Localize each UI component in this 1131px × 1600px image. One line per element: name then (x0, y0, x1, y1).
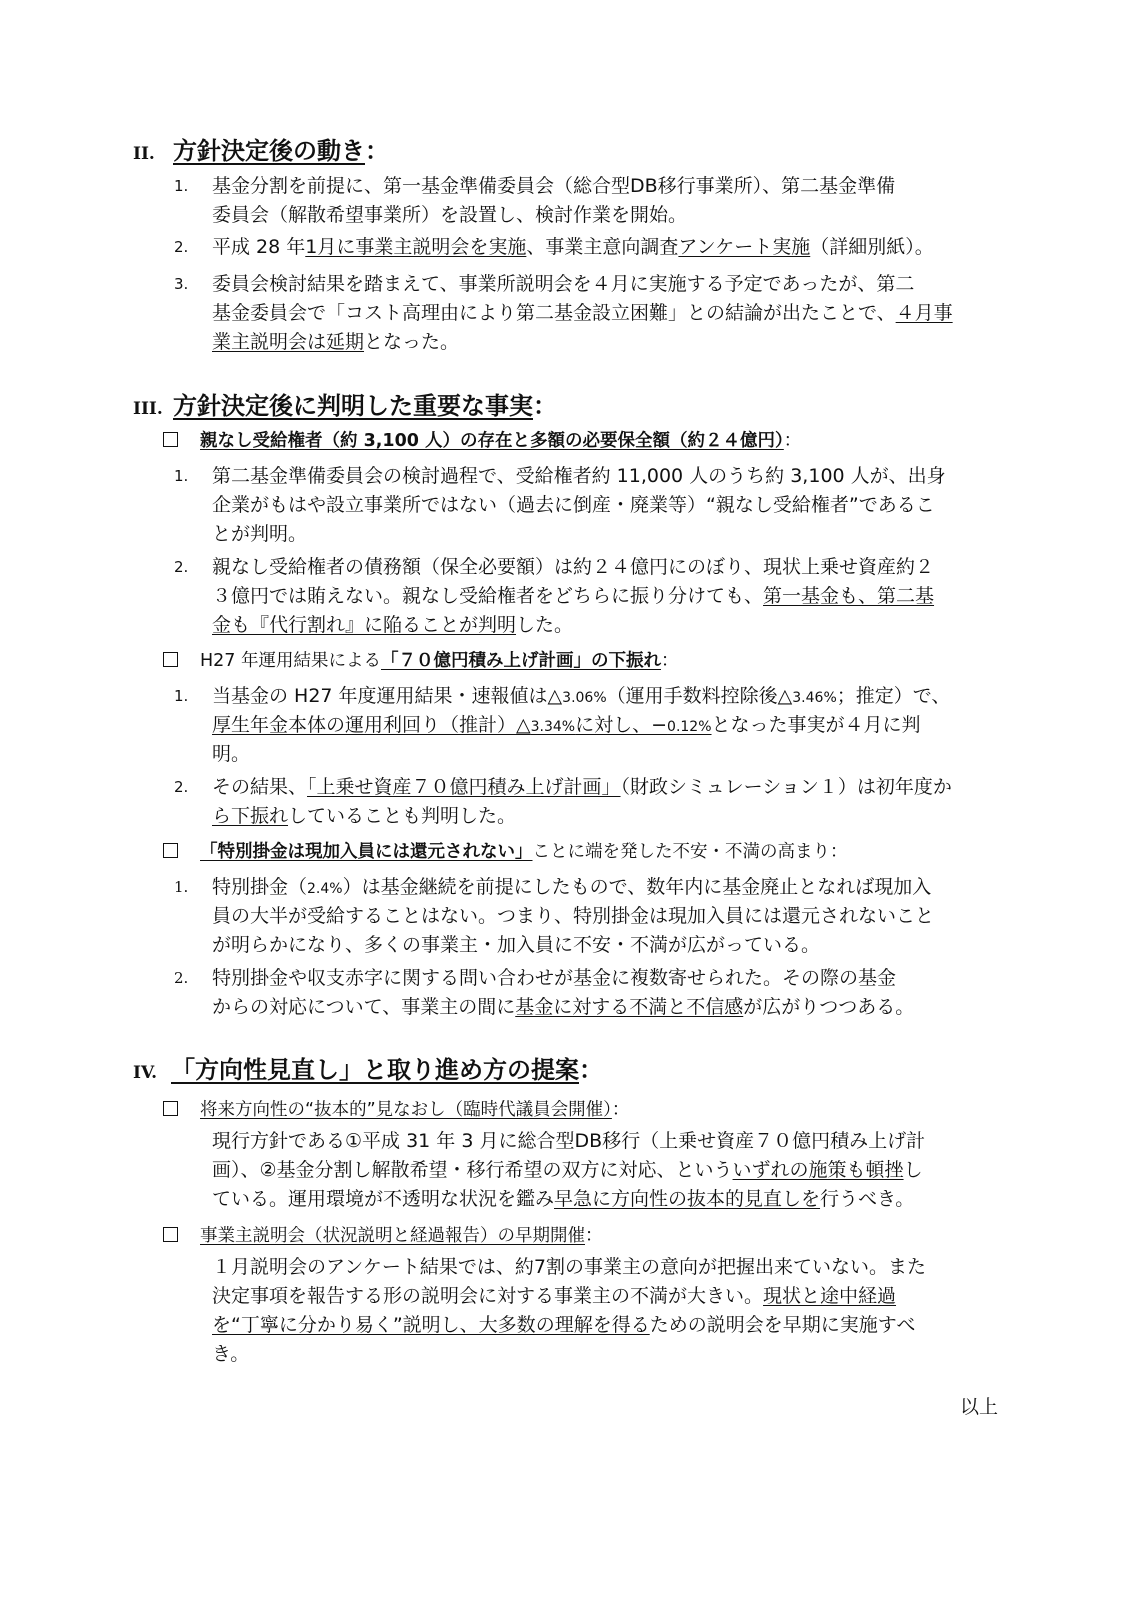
closing-remark: 以上 (960, 1396, 999, 1418)
section-3-number: III. (133, 399, 163, 419)
checkbox-square-icon (163, 1227, 178, 1242)
section-4-subheading-2: 事業主説明会（状況説明と経過報告）の早期開催： (163, 1221, 603, 1251)
section-4-subheading-1: 将来方向性の“抜本的”見なおし（臨時代議員会開催）： (163, 1095, 629, 1125)
section-2-title: 方針決定後の動き (173, 137, 365, 165)
section-3-heading: III. 方針決定後に判明した重要な事実： (133, 386, 557, 426)
section-3-sub2-item-2: 2. その結果、「上乗せ資産７０億円積み上げ計画」（財政シミュレーション１）は初年度か ら下振れしていることも判明した。 (174, 776, 952, 827)
section-4-number: IV. (133, 1063, 158, 1083)
checkbox-square-icon (163, 1101, 178, 1116)
section-3-subheading-3: 「特別掛金は現加入員には還元されない」ことに端を発した不安・不満の高まり： (163, 837, 848, 867)
section-4-paragraph-2: １月説明会のアンケート結果では、約7割の事業主の意向が把握出来ていない。また 決定事項を報告する形の説明会に対する事業主の不満が大きい。現状と途中経過 を“丁寧に分かり易く”説明し、大多数の理解を得るための説明会を早期に実施すべ き。 (212, 1256, 926, 1365)
section-3-sub3-item-2: 2. 特別掛金や収支赤字に関する問い合わせが基金に複数寄せられた。その際の基金 からの対応について、事業主の間に基金に対する不満と不信感が広がりつつある。 (174, 967, 915, 1018)
section-2-number: II. (133, 144, 155, 164)
section-2-item-1: 1. 基金分割を前提に、第一基金準備委員会（総合型DB移行事業所）、第二基金準備 委員会（解散希望事業所）を設置し、検討作業を開始。 (174, 175, 896, 226)
section-2-item-3: 3. 委員会検討結果を踏まえて、事業所説明会を４月に実施する予定であったが、第二 基金委員会で「コスト高理由により第二基金設立困難」との結論が出たことで、４月事 業主説明会は延期となった。 (174, 273, 953, 353)
section-3-subheading-1: 親なし受給権者（約 3,100 人）の存在と多額の必要保全額（約２４億円）： (163, 426, 801, 456)
section-3-sub3-item-1: 1. 特別掛金（2.4%）は基金継続を前提にしたもので、数年内に基金廃止となれば現加入 員の大半が受給することはない。つまり、特別掛金は現加入員には還元されないこと が明らかになり、多くの事業主・加入員に不安・不満が広がっている。 (174, 876, 935, 956)
section-4-title: 「方向性見直し」と取り進め方の提案 (171, 1056, 579, 1084)
checkbox-square-icon (163, 432, 178, 447)
checkbox-square-icon (163, 652, 178, 667)
section-4-paragraph-1: 現行方針である①平成 31 年 3 月に総合型DB移行（上乗せ資産７０億円積み上げ計 画）、②基金分割し解散希望・移行希望の双方に対応、といういずれの施策も頓挫し ている。運用環境が不透明な状況を鑑み早急に方向性の抜本的見直しを行うべき。 (212, 1130, 926, 1210)
section-2-item-2: 2. 平成 28 年1月に事業主説明会を実施、事業主意向調査アンケート実施（詳細別紙）。 (174, 236, 934, 258)
section-2-heading: II. 方針決定後の動き： (133, 131, 389, 171)
section-3-subheading-2: H27 年運用結果による「７０億円積み上げ計画」の下振れ： (163, 646, 679, 676)
section-3-sub2-item-1: 1. 当基金の H27 年度運用結果・速報値は△3.06%（運用手数料控除後△3.46%；推定）で、 厚生年金本体の運用利回り（推計）△3.34%に対し、−0.12%となった事実が４月に判 明。 (174, 685, 951, 765)
section-3-title: 方針決定後に判明した重要な事実 (173, 392, 533, 420)
section-3-sub1-item-2: 2. 親なし受給権者の債務額（保全必要額）は約２４億円にのぼり、現状上乗せ資産約２ ３億円では賄えない。親なし受給権者をどちらに振り分けても、第一基金も、第二基 金も『代行割れ』に陥ることが判明した。 (174, 556, 935, 636)
section-3-sub1-item-1: 1. 第二基金準備委員会の検討過程で、受給権者約 11,000 人のうち約 3,100 人が、出身 企業がもはや設立事業所ではない（過去に倒産・廃業等）“親なし受給権者”であるこ とが判明。 (174, 465, 946, 545)
section-4-heading: IV. 「方向性見直し」と取り進め方の提案： (133, 1050, 603, 1090)
checkbox-square-icon (163, 843, 178, 858)
